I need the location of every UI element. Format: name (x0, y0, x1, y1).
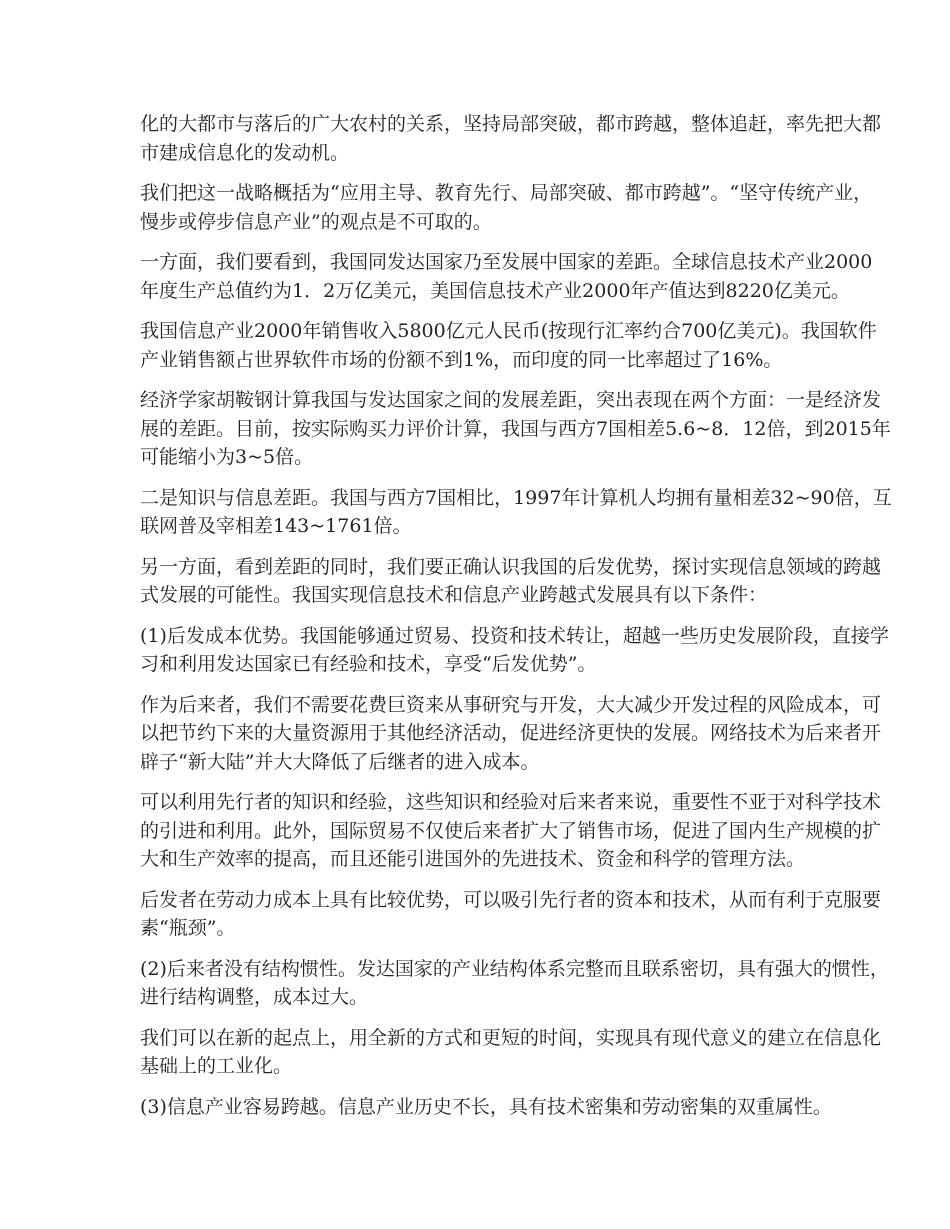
text-line: 大和生产效率的提高，而且还能引进国外的先进技术、资金和科学的管理方法。 (140, 848, 806, 870)
paragraph (140, 484, 892, 541)
paragraph (140, 1024, 882, 1081)
text-line: 市建成信息化的发动机。 (140, 141, 350, 164)
text-line: 的引进和利用。此外，国际贸易不仅使后来者扩大了销售市场，促进了国内生产规模的扩 (140, 819, 882, 842)
paragraph (140, 691, 882, 777)
document-body (140, 110, 892, 1133)
paragraph (140, 553, 882, 610)
text-line: 可能缩小为3~5倍。 (140, 446, 314, 468)
text-line: (1)后发成本优势。我国能够通过贸易、投资和技术转让，超越一些历史发展阶段，直接学 (140, 624, 889, 647)
paragraph (140, 1093, 832, 1122)
text-line: 年度生产总值约为1．2万亿美元，美国信息技术产业2000年产值达到8220亿美元。 (140, 279, 850, 302)
paragraph (140, 110, 882, 167)
text-line: 基础上的工业化。 (140, 1055, 293, 1077)
text-line: 二是知识与信息差距。我国与西方7国相比，1997年计算机人均拥有量相差32~90倍，互 (140, 486, 892, 509)
text-line: 后发者在劳动力成本上具有比较优势，可以吸引先行者的资本和技术，从而有利于克服要 (140, 888, 882, 911)
text-line: 我们把这一战略概括为“应用主导、教育先行、局部突破、都市跨越”。“坚守传统产业， (140, 182, 873, 204)
text-line: 慢步或停步信息产业”的观点是不可取的。 (140, 210, 492, 233)
text-line: (2)后来者没有结构惯性。发达国家的产业结构体系完整而且联系密切，具有强大的惯性， (140, 957, 889, 980)
text-line: 进行结构调整，成本过大。 (140, 986, 369, 1008)
text-line: 辟子“新大陆”并大大降低了后继者的进入成本。 (140, 750, 540, 773)
text-line: (3)信息产业容易跨越。信息产业历史不长，具有技术密集和劳动密集的双重属性。 (140, 1095, 832, 1118)
paragraph (140, 886, 882, 943)
paragraph (140, 955, 889, 1012)
paragraph (140, 788, 882, 874)
paragraph (140, 622, 889, 679)
paragraph (140, 317, 877, 374)
text-line: 化的大都市与落后的广大农村的关系，坚持局部突破，都市跨越，整体追赶，率先把大都 (140, 113, 882, 135)
text-line: 习和利用发达国家已有经验和技术，享受“后发优势”。 (140, 653, 597, 675)
text-line: 我国信息产业2000年销售收入5800亿元人民币(按现行汇率约合700亿美元)。我国软件 (140, 320, 877, 342)
text-line: 可以利用先行者的知识和经验，这些知识和经验对后来者来说，重要性不亚于对科学技术 (140, 791, 882, 813)
paragraph (140, 386, 891, 472)
text-line: 素“瓶颈”。 (140, 917, 236, 939)
text-line: 式发展的可能性。我国实现信息技术和信息产业跨越式发展具有以下条件： (140, 584, 768, 606)
text-line: 产业销售额占世界软件市场的份额不到1%，而印度的同一比率超过了16%。 (140, 348, 783, 371)
paragraph (140, 179, 873, 236)
text-line: 经济学家胡鞍钢计算我国与发达国家之间的发展差距，突出表现在两个方面：一是经济发 (140, 389, 882, 411)
text-line: 以把节约下来的大量资源用于其他经济活动，促进经济更快的发展。网络技术为后来者开 (140, 722, 882, 744)
text-line: 另一方面，看到差距的同时，我们要正确认识我国的后发优势，探讨实现信息领域的跨越 (140, 555, 882, 578)
text-line: 联网普及宰相差143~1761倍。 (140, 515, 412, 537)
text-line: 我们可以在新的起点上，用全新的方式和更短的时间，实现具有现代意义的建立在信息化 (140, 1026, 882, 1049)
text-line: 作为后来者，我们不需要花费巨资来从事研究与开发，大大减少开发过程的风险成本，可 (140, 693, 882, 716)
text-line: 一方面，我们要看到，我国同发达国家乃至发展中国家的差距。全球信息技术产业2000 (140, 251, 873, 273)
text-line: 展的差距。目前，按实际购买力评价计算，我国与西方7国相差5.6~8．12倍，到2015年 (140, 417, 891, 440)
paragraph (140, 248, 873, 305)
